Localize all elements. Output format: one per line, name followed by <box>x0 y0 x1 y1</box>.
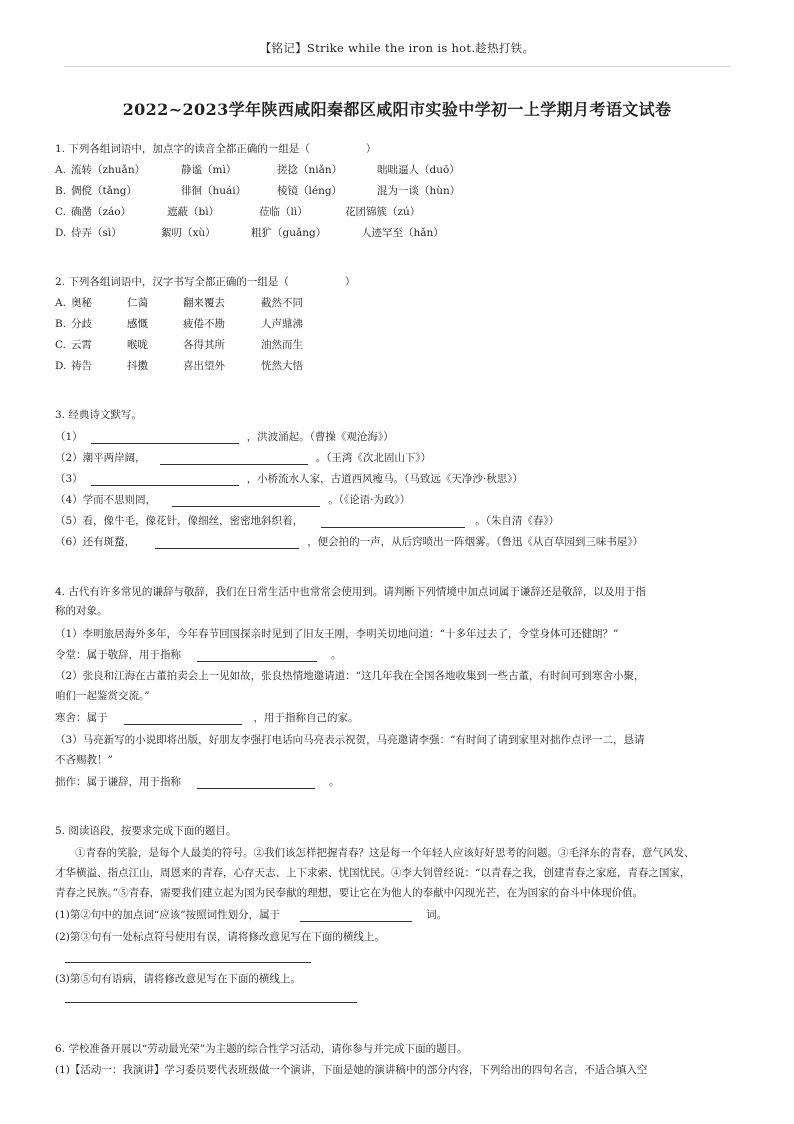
option-item: 喉咙 <box>127 339 148 351</box>
q4-answer-1 <box>55 648 342 662</box>
q3-l3-pre: （3） <box>55 473 83 485</box>
answer-line[interactable] <box>65 1002 357 1003</box>
q3-l2-pre: （2）潮平两岸阔， <box>55 452 146 464</box>
exam-title: 2022~2023学年陕西咸阳秦都区咸阳市实验中学初一上学期月考语文试卷 <box>122 100 672 119</box>
answer-blank[interactable] <box>197 650 317 662</box>
q1-option-c[interactable] <box>55 205 420 219</box>
answer-blank[interactable] <box>197 777 315 789</box>
option-item: 徘徊（huái） <box>181 185 247 197</box>
option-item: 莅临（lì） <box>259 206 308 218</box>
option-item: 侍弄（sì） <box>71 227 122 239</box>
q2-option-d[interactable] <box>55 359 303 373</box>
option-item: 抖擞 <box>127 360 148 372</box>
option-label: B. <box>55 318 67 330</box>
q3-l5-post: 。（朱自清《春》） <box>475 515 560 527</box>
q5-sub1-pre: (1)第②句中的加点词“应该”按照词性划分，属于 <box>55 909 281 921</box>
q4-answer-2 <box>55 711 359 725</box>
option-item: 遮蔽（bì） <box>167 206 220 218</box>
option-item: 分歧 <box>71 318 92 330</box>
q2-option-a[interactable] <box>55 296 303 310</box>
q4-scenario-2: （2）张良和江海在古董拍卖会上一见如故，张良热情地邀请道：“这几年我在全国各地收集到一些古董，有时间可到寒舍小聚， <box>55 670 645 682</box>
q2-stem <box>55 275 355 289</box>
q3-l3-post: ，小桥流水人家，古道西风瘦马。（马致远《天净沙·秋思》） <box>246 473 524 485</box>
answer-blank[interactable] <box>160 453 308 465</box>
option-label: C. <box>55 206 66 218</box>
q4-a2-pre: 寒舍：属于 <box>55 712 108 724</box>
option-item: 翻来覆去 <box>183 297 225 309</box>
option-label: A. <box>55 297 66 309</box>
q5-stem: 5. 阅读语段，按要求完成下面的题目。 <box>55 825 237 837</box>
option-item: 花团锦簇（zú） <box>345 206 421 218</box>
option-item: 静谧（mì） <box>181 164 237 176</box>
answer-blank[interactable] <box>172 495 320 507</box>
q3-line-1 <box>55 430 394 444</box>
q3-line-6 <box>55 535 643 549</box>
answer-blank[interactable] <box>155 537 299 549</box>
q5-sub-1 <box>55 908 447 922</box>
q5-sub1-post: 词。 <box>426 909 448 921</box>
q4-stem-1: 4. 古代有许多常见的谦辞与敬辞，我们在日常生活中也常常会使用到。请判断下列情境中加点词属于谦辞还是敬辞，以及用于指 <box>55 586 646 598</box>
option-item: 截然不同 <box>261 297 303 309</box>
q5-sub-3: (3)第⑤句有语病，请将修改意见写在下面的横线上。 <box>55 973 301 985</box>
option-item: 咄咄逼人（duō） <box>377 164 460 176</box>
q4-a1-post: 。 <box>331 649 342 661</box>
q4-stem-2: 称的对象。 <box>55 605 108 617</box>
q1-option-a[interactable] <box>55 163 460 177</box>
option-label: A. <box>55 164 66 176</box>
option-label: B. <box>55 185 67 197</box>
option-item: 人迹罕至（hǎn） <box>361 227 444 239</box>
option-item: 人声鼎沸 <box>261 318 303 330</box>
answer-blank[interactable] <box>91 432 239 444</box>
answer-line[interactable] <box>65 962 311 963</box>
q3-l1-pre: （1） <box>55 431 83 443</box>
answer-blank[interactable] <box>91 474 239 486</box>
q3-line-2 <box>55 451 431 465</box>
option-label: C. <box>55 339 66 351</box>
option-item: 混为一谈（hùn） <box>377 185 461 197</box>
q6-sub-1: (1)【活动一：我演讲】学习委员要代表班级做一个演讲，下面是她的演讲稿中的部分内容，下列给出的四句名言，不适合填入空 <box>55 1064 648 1076</box>
q1-stem-text: 1. 下列各组词语中，加点字的读音全都正确的一组是（ <box>55 143 310 155</box>
q4-scenario-3b: 不吝赐教！” <box>55 754 113 766</box>
option-item: 仁蔼 <box>127 297 148 309</box>
answer-blank[interactable] <box>321 516 465 528</box>
q4-answer-3 <box>55 775 340 789</box>
q5-paragraph-2: 才华横溢、指点江山，周恩来的青春，心存天志、上下求索、忧国忧民。④李大钊曾经说：“以青春之我，创建青春之家庭，青春之国家， <box>55 867 691 879</box>
option-label: D. <box>55 227 67 239</box>
q1-option-b[interactable] <box>55 184 460 198</box>
option-item: 感慨 <box>127 318 148 330</box>
q3-l5-pre: （5）看，像牛毛，像花针，像细丝，密密地斜织着， <box>55 515 304 527</box>
option-item: 确凿（záo） <box>71 206 132 218</box>
q3-l4-pre: （4）学而不思则罔， <box>55 494 157 506</box>
q6-stem: 6. 学校准备开展以“劳动最光荣”为主题的综合性学习活动，请你参与并完成下面的题目。 <box>55 1043 468 1055</box>
option-item: 云霄 <box>71 339 92 351</box>
q3-stem: 3. 经典诗文默写。 <box>55 409 142 421</box>
q2-option-c[interactable] <box>55 338 303 352</box>
header-divider <box>64 66 730 67</box>
q5-sub-2: (2)第③句有一处标点符号使用有误，请将修改意见写在下面的横线上。 <box>55 931 385 943</box>
q4-a3-pre: 拙作：属于谦辞，用于指称 <box>55 776 181 788</box>
q4-scenario-1: （1）李明旅居海外多年，今年春节回国探亲时见到了旧友王刚，李明关切地问道：“十多年过去了，令堂身体可还健朗？” <box>55 628 619 640</box>
option-item: 油然而生 <box>261 339 303 351</box>
q2-option-b[interactable] <box>55 317 303 331</box>
q2-close: ） <box>344 276 356 288</box>
q1-close: ） <box>365 143 377 155</box>
option-item: 棱镜（léng） <box>277 185 343 197</box>
q1-option-d[interactable] <box>55 226 444 240</box>
q3-line-3 <box>55 472 523 486</box>
q4-a2-post: ，用于指称自己的家。 <box>253 712 359 724</box>
option-item: 疲倦不勘 <box>183 318 225 330</box>
q5-paragraph-3: 青春之民族。”⑤青春，需要我们建立起为国为民奉献的理想，要让它在为他人的奉献中闪现光芒，在为国家的奋斗中体现价值。 <box>55 887 644 899</box>
option-item: 倜傥（tǎng） <box>71 185 137 197</box>
option-item: 粗犷（guǎng） <box>251 227 327 239</box>
q4-a3-post: 。 <box>329 776 340 788</box>
answer-blank[interactable] <box>300 910 412 922</box>
answer-blank[interactable] <box>124 713 242 725</box>
q2-stem-text: 2. 下列各组词语中，汉字书写全都正确的一组是（ <box>55 276 289 288</box>
option-item: 恍然大悟 <box>261 360 303 372</box>
option-item: 搓捻（niǎn） <box>277 164 343 176</box>
q3-line-4 <box>55 493 410 507</box>
option-item: 奥秘 <box>71 297 92 309</box>
option-item: 喜出望外 <box>183 360 225 372</box>
q4-a1-pre: 令堂：属于敬辞，用于指称 <box>55 649 181 661</box>
option-item: 祷告 <box>71 360 92 372</box>
q3-l6-post: ，便会拍的一声，从后窍喷出一阵烟雾。（鲁迅《从百草园到三味书屋》） <box>307 536 644 548</box>
option-item: 各得其所 <box>183 339 225 351</box>
q4-scenario-2b: 咱们一起鉴赏交流。” <box>55 690 150 702</box>
option-item: 流转（zhuǎn） <box>71 164 146 176</box>
option-item: 絮叨（xù） <box>161 227 216 239</box>
q3-l4-post: 。（《论语·为政》） <box>328 494 411 506</box>
q3-line-5 <box>55 514 559 528</box>
q1-stem <box>55 142 376 156</box>
q3-l1-post: ，洪波涌起。（曹操《观沧海》） <box>246 431 394 443</box>
motto-header: 【铭记】Strike while the iron is hot.趁热打铁。 <box>259 41 535 55</box>
q3-l6-pre: （6）还有斑蝥， <box>55 536 136 548</box>
q5-paragraph-1: ①青春的笑脸，是每个人最美的符号。②我们该怎样把握青春？这是每一个年轻人应该好好思考的问题。③毛泽东的青春，意气风发、 <box>75 847 695 859</box>
option-label: D. <box>55 360 67 372</box>
q3-l2-post: 。（王湾《次北固山下》） <box>315 452 432 464</box>
q4-scenario-3: （3）马亮新写的小说即将出版，好朋友李强打电话向马亮表示祝贺，马亮邀请李强：“有时间了请到家里对拙作点评一二，恳请 <box>55 734 645 746</box>
